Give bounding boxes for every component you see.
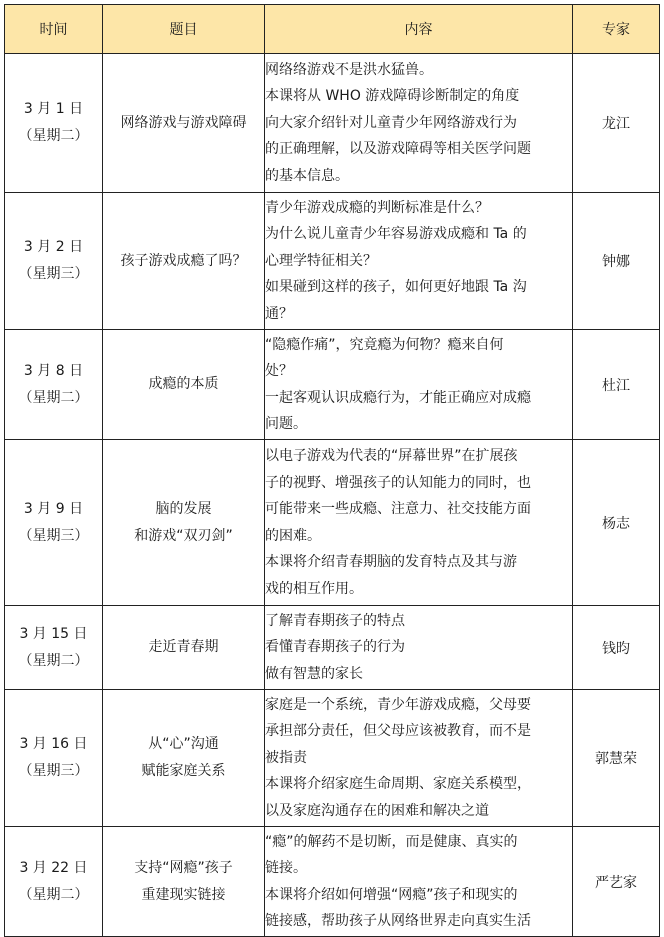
content-line: 戏的相互作用。 [265,580,363,597]
date-text: 3 月 2 日 [23,239,84,255]
content-line: 的基本信息。 [265,167,349,184]
content-line: 为什么说儿童青少年容易游戏成瘾和 Ta 的 [265,226,527,243]
expert-cell [573,193,660,330]
content-line: 本课将介绍青春期脑的发育特点及其与游 [265,554,517,570]
content-line: 青少年游戏成瘾的判断标准是什么？ [265,199,489,216]
content-line: 向大家介绍针对儿童青少年网络游戏行为 [265,114,517,131]
content-line: 心理学特征相关？ [265,252,377,269]
header-time: 时间 [5,5,103,54]
content-cell [265,606,573,690]
topic-cell [103,440,265,606]
content-line: 问题。 [265,416,307,432]
topic-line: 重建现实链接 [141,886,226,903]
weekday-text: （星期三） [18,527,89,544]
time-cell [5,440,103,606]
topic-line: 赋能家庭关系 [141,763,226,779]
topic-cell [103,193,265,330]
expert-name: 杨志 [602,515,630,532]
content-line: 本课将从 WHO 游戏障碍诊断制定的角度 [265,88,520,105]
content-line: “隐瘾作痛”，究竟瘾为何物？瘾来自何 [265,336,504,353]
time-cell [5,606,103,690]
topic-cell [103,690,265,827]
date-text: 3 月 8 日 [23,362,84,379]
topic-cell [103,827,265,937]
topic-line: 成瘾的本质 [148,376,219,392]
content-line: “瘾”的解药不是切断，而是健康、真实的 [265,833,518,850]
content-cell [265,690,573,827]
weekday-text: （星期二） [18,389,89,406]
weekday-text: （星期三） [18,266,89,282]
topic-line: 支持“网瘾”孩子 [134,859,233,876]
content-line: 本课将介绍家庭生命周期、家庭关系模型， [265,776,531,793]
content-line: 链接感，帮助孩子从网络世界走向真实生活 [265,913,531,929]
expert-name: 严艺家 [595,874,637,891]
weekday-text: （星期二） [18,128,89,144]
topic-line: 脑的发展 [155,500,212,517]
table-row [5,690,660,827]
content-line: 以及家庭沟通存在的困难和解决之道 [265,802,489,819]
weekday-text: （星期二） [18,886,89,903]
content-cell [265,330,573,440]
time-cell [5,827,103,937]
expert-cell [573,690,660,827]
expert-name: 钟娜 [602,254,630,270]
weekday-text: （星期二） [18,652,89,669]
content-line: 处？ [265,363,293,379]
content-line: 通？ [265,305,293,322]
table-row [5,440,660,606]
topic-cell [103,606,265,690]
weekday-text: （星期三） [18,763,89,779]
topic-line: 走近青春期 [148,639,219,655]
content-line: 被指责 [265,749,307,766]
content-line: 看懂青春期孩子的行为 [265,639,405,656]
content-cell [265,54,573,193]
header-content: 内容 [265,5,573,54]
topic-line: 孩子游戏成瘾了吗？ [120,252,247,269]
content-line: 子的视野、增强孩子的认知能力的同时，也 [265,474,531,491]
content-line: 的困难。 [265,527,321,544]
topic-line: 网络游戏与游戏障碍 [120,114,247,131]
header-row [5,5,660,54]
content-line: 做有智慧的家长 [265,665,363,682]
table-row [5,54,660,193]
table-row [5,606,660,690]
content-line: 家庭是一个系统，青少年游戏成瘾，父母要 [265,696,531,713]
expert-cell [573,330,660,440]
date-text: 3 月 1 日 [23,101,84,117]
content-line: 可能带来一些成瘾、注意力、社交技能方面 [265,501,531,517]
content-line: 了解青春期孩子的特点 [265,612,405,629]
table-row [5,827,660,937]
expert-name: 钱昀 [602,640,630,657]
topic-line: 从“心”沟通 [148,736,219,752]
content-line: 链接。 [265,860,307,876]
content-line: 如果碰到这样的孩子，如何更好地跟 Ta 沟 [265,279,527,296]
date-text: 3 月 9 日 [23,500,84,517]
time-cell [5,54,103,193]
date-text: 3 月 15 日 [19,625,88,642]
course-schedule-table [4,4,660,937]
expert-cell [573,827,660,937]
table-row [5,193,660,330]
topic-cell [103,330,265,440]
content-line: 以电子游戏为代表的“屏幕世界”在扩展孩 [265,448,518,464]
time-cell [5,330,103,440]
expert-cell [573,440,660,606]
content-line: 本课将介绍如何增强“网瘾”孩子和现实的 [265,886,518,903]
table-row [5,330,660,440]
content-line: 一起客观认识成瘾行为，才能正确应对成瘾 [265,389,531,406]
expert-name: 郭慧荣 [595,751,637,767]
time-cell [5,193,103,330]
content-cell [265,440,573,606]
content-cell [265,827,573,937]
date-text: 3 月 22 日 [19,859,88,876]
topic-cell [103,54,265,193]
expert-cell [573,54,660,193]
expert-cell [573,606,660,690]
content-line: 网络络游戏不是洪水猛兽。 [265,61,433,78]
content-line: 承担部分责任，但父母应该被教育，而不是 [265,723,531,740]
header-topic: 题目 [103,5,265,54]
expert-name: 龙江 [602,116,630,132]
content-line: 的正确理解，以及游戏障碍等相关医学问题 [265,141,531,158]
expert-name: 杜江 [602,377,630,394]
time-cell [5,690,103,827]
topic-line: 和游戏“双刃剑” [134,527,233,544]
date-text: 3 月 16 日 [19,736,88,752]
content-cell [265,193,573,330]
header-expert: 专家 [573,5,660,54]
